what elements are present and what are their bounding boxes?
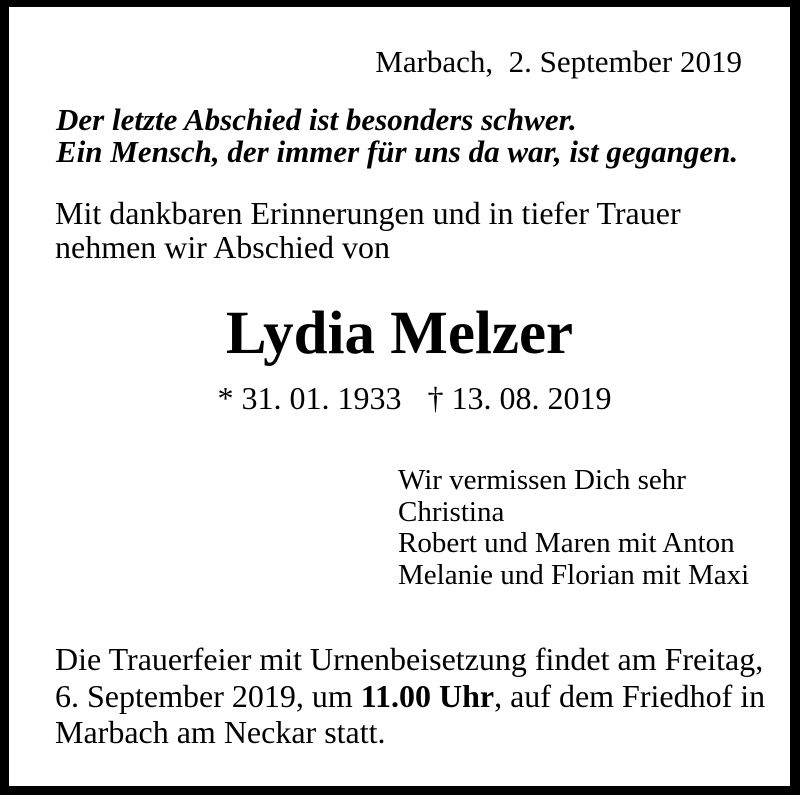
funeral-line-1: Die Trauerfeier mit Urnenbeisetzung findet am Freitag, — [55, 641, 764, 677]
funeral-line-2 — [55, 678, 765, 715]
birth-date: 31. 01. 1933 — [241, 380, 402, 416]
funeral-line-2-suffix: , auf dem Friedhof in — [494, 677, 766, 714]
funeral-announcement — [55, 641, 765, 751]
deceased-name: Lydia Melzer — [225, 300, 574, 367]
mourners-line-3: Robert und Maren mit Anton — [398, 527, 735, 559]
verse — [56, 104, 738, 168]
funeral-line-2-prefix: 6. September 2019, um — [55, 677, 361, 714]
funeral-time: 11.00 Uhr — [360, 677, 495, 714]
mourners-line-4: Melanie und Florian mit Maxi — [398, 558, 750, 591]
intro-line-2: nehmen wir Abschied von — [55, 229, 391, 265]
mourners-line-1: Wir vermissen Dich sehr — [398, 464, 686, 496]
verse-line-1: Der letzte Abschied ist besonders schwer. — [56, 102, 577, 137]
funeral-line-3: Marbach am Neckar statt. — [55, 714, 386, 750]
mourners-line-2: Christina — [398, 495, 505, 528]
intro-text — [55, 196, 681, 264]
death-date: 13. 08. 2019 — [451, 380, 612, 416]
mourners-list — [398, 465, 749, 591]
dateline: Marbach, 2. September 2019 — [375, 44, 742, 79]
death-symbol: † — [427, 380, 444, 416]
verse-line-2: Ein Mensch, der immer für uns da war, ist gegangen. — [56, 134, 739, 169]
life-dates — [9, 380, 790, 416]
intro-line-1: Mit dankbaren Erinnerungen und in tiefer Trauer — [55, 195, 681, 231]
birth-symbol: * — [217, 380, 234, 416]
